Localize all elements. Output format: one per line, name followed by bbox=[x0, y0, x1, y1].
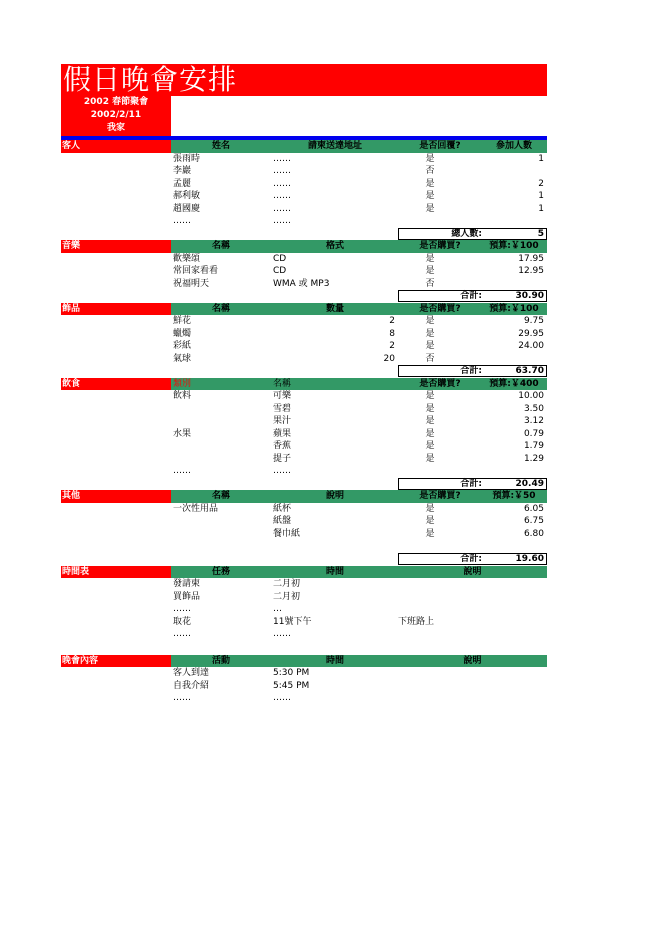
other-column-header: 名稱 bbox=[211, 491, 230, 501]
food-cell[interactable]: 3.12 bbox=[523, 416, 544, 426]
event-date: 2002/2/11 bbox=[90, 110, 142, 120]
page-title: 假日晚會安排 bbox=[63, 63, 238, 96]
other-section-label: 其他 bbox=[61, 490, 171, 503]
music-row bbox=[61, 253, 547, 266]
music-cell[interactable]: WMA 或 MP3 bbox=[273, 278, 330, 289]
guests-row bbox=[61, 165, 547, 178]
food-row bbox=[61, 403, 547, 416]
guests-cell[interactable]: …… bbox=[273, 166, 291, 176]
guests-column-header: 是否回覆? bbox=[419, 141, 461, 151]
food-cell[interactable]: …… bbox=[273, 466, 291, 476]
food-total-label: 合計: bbox=[460, 478, 482, 489]
other-header-row bbox=[61, 490, 547, 503]
food-cell[interactable]: 果汁 bbox=[273, 416, 292, 426]
other-total-label: 合計: bbox=[460, 554, 482, 564]
schedule-cell[interactable]: 買飾品 bbox=[173, 591, 201, 602]
schedule-cell[interactable]: …… bbox=[273, 629, 291, 639]
decor-total-row bbox=[61, 365, 547, 378]
guests-cell[interactable]: 2 bbox=[538, 178, 544, 189]
music-cell[interactable]: 是 bbox=[425, 266, 435, 276]
other-column-header: 是否購買? bbox=[419, 491, 461, 501]
food-row bbox=[61, 465, 547, 478]
decor-cell[interactable]: 氣球 bbox=[173, 353, 192, 364]
program-section-label: 晚會內容 bbox=[61, 655, 171, 668]
decor-header-row bbox=[61, 303, 547, 316]
food-column-header: 類別 bbox=[173, 378, 192, 389]
food-cell[interactable]: 0.79 bbox=[523, 428, 544, 439]
event-info-block bbox=[61, 96, 171, 136]
music-total-row bbox=[61, 290, 547, 303]
music-row bbox=[61, 265, 547, 278]
food-cell[interactable]: 是 bbox=[425, 453, 435, 464]
music-cell[interactable]: CD bbox=[273, 253, 287, 264]
guests-cell[interactable]: …… bbox=[273, 191, 291, 201]
food-cell[interactable]: 10.00 bbox=[518, 391, 544, 401]
guests-cell[interactable]: 1 bbox=[538, 203, 544, 214]
sections bbox=[61, 140, 547, 705]
schedule-row bbox=[61, 578, 547, 591]
food-row bbox=[61, 415, 547, 428]
schedule-row bbox=[61, 616, 547, 629]
music-cell[interactable]: 是 bbox=[425, 253, 435, 264]
program-column-header: 說明 bbox=[463, 655, 482, 666]
guests-header-row bbox=[61, 140, 547, 153]
music-column-header: 是否購買? bbox=[419, 241, 461, 251]
title-banner bbox=[61, 64, 547, 96]
program-cell[interactable]: …… bbox=[273, 693, 291, 703]
food-cell[interactable]: 是 bbox=[425, 441, 435, 451]
guests-cell[interactable]: …… bbox=[173, 216, 191, 226]
guests-cell[interactable]: …… bbox=[273, 203, 291, 214]
program-cell[interactable]: 客人到達 bbox=[173, 668, 210, 678]
food-row bbox=[61, 440, 547, 453]
schedule-header-row bbox=[61, 566, 547, 579]
schedule-column-header: 說明 bbox=[463, 566, 482, 577]
food-column-header: 名稱 bbox=[273, 378, 292, 389]
program-cell[interactable]: 自我介紹 bbox=[173, 680, 210, 691]
other-cell[interactable]: 紙盤 bbox=[273, 516, 292, 526]
food-cell[interactable]: 香蕉 bbox=[273, 441, 292, 451]
food-cell[interactable]: 1.29 bbox=[523, 453, 544, 464]
other-cell[interactable]: 是 bbox=[425, 528, 435, 539]
food-cell[interactable]: 是 bbox=[425, 416, 435, 426]
schedule-cell[interactable]: …… bbox=[173, 629, 191, 639]
music-cell[interactable]: 12.95 bbox=[518, 266, 544, 276]
music-total-value: 30.90 bbox=[515, 291, 544, 301]
guests-column-header: 參加人數 bbox=[495, 141, 532, 151]
music-cell[interactable]: 祝福明天 bbox=[173, 278, 210, 289]
decor-total-value: 63.70 bbox=[515, 366, 544, 376]
music-row bbox=[61, 278, 547, 291]
guests-cell[interactable]: 張雨時 bbox=[173, 153, 201, 164]
other-row bbox=[61, 503, 547, 516]
guests-cell[interactable]: 孟麗 bbox=[173, 178, 192, 189]
schedule-cell[interactable]: 11號下午 bbox=[273, 616, 312, 627]
guests-cell[interactable]: 郝利敏 bbox=[173, 191, 201, 201]
schedule-cell[interactable]: 取花 bbox=[173, 616, 192, 627]
other-cell[interactable]: 6.80 bbox=[523, 528, 544, 539]
program-cell[interactable]: 5:30 PM bbox=[273, 668, 310, 678]
food-row bbox=[61, 390, 547, 403]
food-section-label: 飲食 bbox=[61, 378, 171, 391]
schedule-row bbox=[61, 628, 547, 641]
program-row bbox=[61, 667, 547, 680]
decor-cell[interactable]: 否 bbox=[425, 353, 435, 364]
guests-row bbox=[61, 153, 547, 166]
food-cell[interactable]: 是 bbox=[425, 391, 435, 401]
event-location: 我家 bbox=[106, 123, 125, 133]
food-column-header: 預算:￥400 bbox=[489, 378, 539, 389]
other-column-header: 說明 bbox=[325, 491, 344, 501]
schedule-column-header: 任務 bbox=[211, 566, 230, 577]
food-cell[interactable]: 是 bbox=[425, 403, 435, 414]
guests-row bbox=[61, 215, 547, 228]
decor-cell[interactable]: 29.95 bbox=[518, 328, 544, 339]
food-cell[interactable]: 飲料 bbox=[173, 391, 192, 401]
decor-cell[interactable]: 2 bbox=[389, 316, 395, 326]
decor-cell[interactable]: 是 bbox=[425, 328, 435, 339]
guests-cell[interactable]: 是 bbox=[425, 203, 435, 214]
guests-total-value: 5 bbox=[537, 228, 544, 239]
guests-cell[interactable]: 1 bbox=[538, 191, 544, 201]
event-name: 2002 春節聚會 bbox=[83, 97, 149, 107]
other-total-row bbox=[61, 553, 547, 566]
decor-column-header: 數量 bbox=[325, 303, 344, 314]
guests-row bbox=[61, 203, 547, 216]
other-row bbox=[61, 515, 547, 528]
food-total-row bbox=[61, 478, 547, 491]
food-cell[interactable]: 可樂 bbox=[273, 391, 292, 401]
other-column-header: 預算:￥50 bbox=[492, 491, 536, 501]
decor-cell[interactable]: 蠟燭 bbox=[173, 328, 192, 339]
guests-cell[interactable]: …… bbox=[273, 216, 291, 226]
food-cell[interactable]: 是 bbox=[425, 428, 435, 439]
program-column-header: 活動 bbox=[211, 655, 230, 666]
program-row bbox=[61, 692, 547, 705]
decor-cell[interactable]: 是 bbox=[425, 316, 435, 326]
schedule-section-label: 時間表 bbox=[61, 566, 171, 579]
guests-total-label: 總人數: bbox=[451, 228, 482, 239]
food-cell[interactable]: …… bbox=[173, 466, 191, 476]
music-section-label: 音樂 bbox=[61, 240, 171, 253]
decor-cell[interactable]: 8 bbox=[389, 328, 395, 339]
schedule-cell[interactable]: …… bbox=[173, 604, 191, 614]
decor-section-label: 飾品 bbox=[61, 303, 171, 316]
other-cell[interactable]: 一次性用品 bbox=[173, 503, 219, 514]
spreadsheet-sheet bbox=[61, 64, 547, 705]
decor-cell[interactable]: 是 bbox=[425, 341, 435, 351]
food-total-value: 20.49 bbox=[515, 478, 544, 489]
spacer bbox=[61, 641, 547, 655]
decor-cell[interactable]: 20 bbox=[383, 353, 395, 364]
music-column-header: 名稱 bbox=[211, 241, 230, 251]
music-header-row bbox=[61, 240, 547, 253]
guests-cell[interactable]: 1 bbox=[538, 153, 544, 164]
schedule-cell[interactable]: 發請柬 bbox=[173, 579, 201, 589]
decor-cell[interactable]: 2 bbox=[389, 341, 395, 351]
other-cell[interactable]: 餐巾紙 bbox=[273, 528, 301, 539]
spacer bbox=[61, 540, 547, 553]
schedule-row bbox=[61, 603, 547, 616]
music-cell[interactable]: 常回家看看 bbox=[173, 266, 219, 276]
food-column-header: 是否購買? bbox=[419, 378, 461, 389]
schedule-cell[interactable]: 下班路上 bbox=[398, 616, 435, 627]
music-cell[interactable]: 17.95 bbox=[518, 253, 544, 264]
event-info bbox=[61, 96, 547, 136]
music-total-label: 合計: bbox=[460, 291, 482, 301]
program-cell[interactable]: …… bbox=[173, 693, 191, 703]
guests-row bbox=[61, 190, 547, 203]
guests-cell[interactable]: 是 bbox=[425, 178, 435, 189]
other-row bbox=[61, 528, 547, 541]
guests-cell[interactable]: 否 bbox=[425, 166, 435, 176]
decor-cell[interactable]: 鮮花 bbox=[173, 316, 192, 326]
guests-column-header: 姓名 bbox=[211, 141, 230, 151]
decor-row bbox=[61, 328, 547, 341]
decor-row bbox=[61, 315, 547, 328]
decor-row bbox=[61, 353, 547, 366]
music-column-header: 預算:￥100 bbox=[489, 241, 539, 251]
guests-total-row bbox=[61, 228, 547, 241]
food-cell[interactable]: 雪碧 bbox=[273, 403, 292, 414]
program-cell[interactable]: 5:45 PM bbox=[273, 680, 310, 691]
decor-row bbox=[61, 340, 547, 353]
program-column-header: 時間 bbox=[325, 655, 344, 666]
guests-cell[interactable]: 趙國慶 bbox=[173, 203, 201, 214]
food-header-row bbox=[61, 378, 547, 391]
decor-cell[interactable]: 彩紙 bbox=[173, 341, 192, 351]
music-column-header: 格式 bbox=[325, 241, 344, 251]
decor-column-header: 預算:￥100 bbox=[489, 303, 539, 314]
guests-row bbox=[61, 178, 547, 191]
schedule-row bbox=[61, 591, 547, 604]
food-cell[interactable]: 提子 bbox=[273, 453, 292, 464]
schedule-cell[interactable]: 二月初 bbox=[273, 591, 301, 602]
music-cell[interactable]: CD bbox=[273, 266, 287, 276]
food-cell[interactable]: 蘋果 bbox=[273, 428, 292, 439]
decor-column-header: 名稱 bbox=[211, 303, 230, 314]
guests-cell[interactable]: 李巖 bbox=[173, 166, 192, 176]
guests-cell[interactable]: …… bbox=[273, 153, 291, 164]
food-cell[interactable]: 1.79 bbox=[523, 441, 544, 451]
music-cell[interactable]: 否 bbox=[425, 278, 435, 289]
guests-cell[interactable]: 是 bbox=[425, 153, 435, 164]
guests-section-label: 客人 bbox=[61, 140, 171, 153]
decor-cell[interactable]: 9.75 bbox=[523, 316, 544, 326]
schedule-cell[interactable]: 二月初 bbox=[273, 579, 301, 589]
food-cell[interactable]: 水果 bbox=[173, 428, 192, 439]
decor-cell[interactable]: 24.00 bbox=[518, 341, 544, 351]
music-cell[interactable]: 歡樂頌 bbox=[173, 253, 201, 264]
program-row bbox=[61, 680, 547, 693]
guests-cell[interactable]: …… bbox=[273, 178, 291, 189]
other-cell[interactable]: 是 bbox=[425, 503, 435, 514]
food-row bbox=[61, 453, 547, 466]
schedule-cell[interactable]: … bbox=[273, 604, 282, 614]
other-cell[interactable]: 紙杯 bbox=[273, 503, 292, 514]
decor-column-header: 是否購買? bbox=[419, 303, 461, 314]
other-cell[interactable]: 是 bbox=[425, 516, 435, 526]
guests-column-header: 請柬送達地址 bbox=[307, 141, 362, 151]
program-header-row bbox=[61, 655, 547, 668]
other-cell[interactable]: 6.05 bbox=[523, 503, 544, 514]
other-total-value: 19.60 bbox=[515, 554, 544, 564]
food-cell[interactable]: 3.50 bbox=[523, 403, 544, 414]
schedule-column-header: 時間 bbox=[325, 566, 344, 577]
decor-total-label: 合計: bbox=[460, 366, 482, 376]
other-cell[interactable]: 6.75 bbox=[523, 516, 544, 526]
guests-cell[interactable]: 是 bbox=[425, 191, 435, 201]
food-row bbox=[61, 428, 547, 441]
